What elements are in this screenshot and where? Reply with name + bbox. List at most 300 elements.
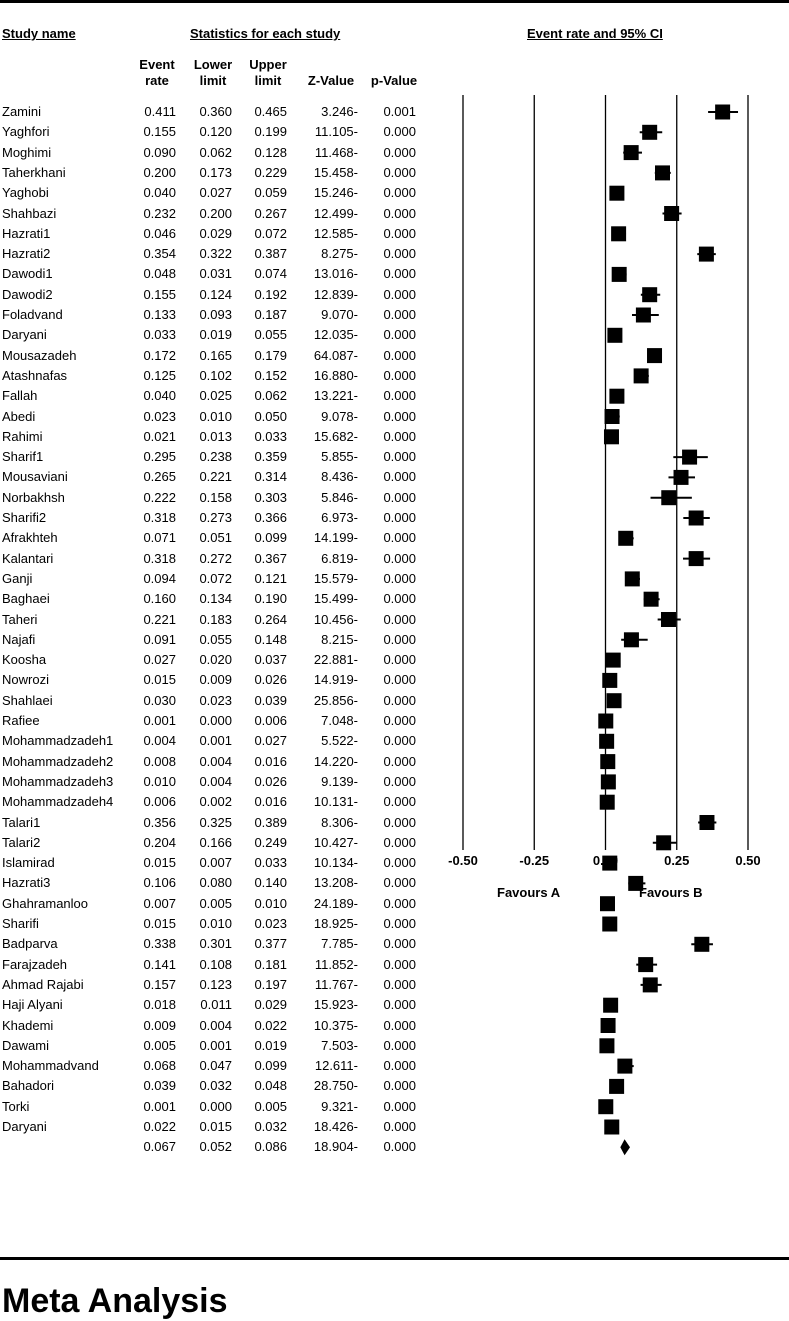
- lower-limit-cell: 0.165: [199, 348, 232, 363]
- study-marker: [598, 714, 613, 729]
- p-value-cell: 0.001: [383, 104, 416, 119]
- lower-limit-cell: 0.102: [199, 368, 232, 383]
- event-rate-header-line1: Event: [139, 57, 175, 72]
- study-marker: [689, 551, 704, 566]
- lower-limit-cell: 0.080: [199, 875, 232, 890]
- lower-limit-cell: 0.360: [199, 104, 232, 119]
- upper-limit-cell: 0.367: [254, 551, 287, 566]
- p-value-cell: 0.000: [383, 794, 416, 809]
- upper-limit-cell: 0.059: [254, 185, 287, 200]
- lower-limit-cell: 0.010: [199, 916, 232, 931]
- event-rate-cell: 0.040: [143, 185, 176, 200]
- lower-limit-cell: 0.027: [199, 185, 232, 200]
- study-name-cell: Hazrati2: [2, 246, 51, 261]
- p-value-cell: 0.000: [383, 896, 416, 911]
- z-value-cell: 11.105-: [314, 124, 358, 139]
- p-value-cell: 0.000: [383, 551, 416, 566]
- z-value-cell: 9.139-: [321, 774, 358, 789]
- p-value-cell: 0.000: [383, 916, 416, 931]
- p-value-cell: 0.000: [383, 875, 416, 890]
- upper-limit-cell: 0.187: [254, 307, 287, 322]
- bottom-rule: [0, 1257, 789, 1260]
- event-rate-cell: 0.071: [143, 530, 176, 545]
- z-value-cell: 13.208-: [313, 875, 358, 890]
- lower-limit-cell: 0.004: [199, 754, 232, 769]
- event-rate-cell: 0.001: [143, 1099, 176, 1114]
- z-value-cell: 10.427-: [313, 835, 358, 850]
- lower-limit-cell: 0.238: [199, 449, 232, 464]
- p-value-cell: 0.000: [383, 1119, 416, 1134]
- lower-limit-cell: 0.093: [199, 307, 232, 322]
- upper-limit-cell: 0.121: [254, 571, 287, 586]
- study-marker: [699, 247, 714, 262]
- event-rate-cell: 0.090: [143, 145, 176, 160]
- study-marker: [682, 450, 697, 465]
- z-value-cell: 15.682-: [313, 429, 358, 444]
- event-rate-cell: 0.221: [143, 612, 176, 627]
- p-value-cell: 0.000: [383, 1018, 416, 1033]
- study-name-cell: Shahlaei: [2, 693, 53, 708]
- event-rate-cell: 0.008: [143, 754, 176, 769]
- event-rate-cell: 0.040: [143, 388, 176, 403]
- z-value-cell: 16.880-: [313, 368, 358, 383]
- lower-limit-cell: 0.001: [199, 733, 232, 748]
- z-value-cell: 6.973-: [321, 510, 358, 525]
- study-marker: [661, 612, 676, 627]
- p-value-cell: 0.000: [383, 997, 416, 1012]
- z-value-cell: 7.048-: [321, 713, 358, 728]
- p-value-cell: 0.000: [383, 429, 416, 444]
- lower-limit-cell: 0.055: [199, 632, 232, 647]
- upper-limit-cell: 0.026: [254, 672, 287, 687]
- study-marker: [612, 267, 627, 282]
- p-value-cell: 0.000: [383, 185, 416, 200]
- upper-limit-cell: 0.055: [254, 327, 287, 342]
- p-value-cell: 0.000: [383, 348, 416, 363]
- summary-lower-limit-cell: 0.052: [199, 1139, 232, 1154]
- p-value-cell: 0.000: [383, 287, 416, 302]
- p-value-cell: 0.000: [383, 713, 416, 728]
- study-name-cell: Daryani: [2, 327, 47, 342]
- z-value-cell: 10.375-: [313, 1018, 358, 1033]
- study-name-cell: Torki: [2, 1099, 30, 1114]
- lower-limit-cell: 0.301: [199, 936, 232, 951]
- p-value-cell: 0.000: [383, 124, 416, 139]
- z-value-cell: 12.585-: [313, 226, 358, 241]
- event-rate-cell: 0.204: [143, 835, 176, 850]
- event-rate-cell: 0.009: [143, 1018, 176, 1033]
- study-marker: [600, 795, 615, 810]
- lower-limit-cell: 0.009: [199, 672, 232, 687]
- study-name-cell: Ghahramanloo: [2, 896, 88, 911]
- z-value-cell: 14.199-: [313, 530, 358, 545]
- p-value-cell: 0.000: [383, 165, 416, 180]
- study-marker: [655, 165, 670, 180]
- lower-limit-cell: 0.001: [199, 1038, 232, 1053]
- study-name-cell: Farajzadeh: [2, 957, 68, 972]
- p-value-cell: 0.000: [383, 469, 416, 484]
- z-value-cell: 8.215-: [321, 632, 358, 647]
- p-value-cell: 0.000: [383, 774, 416, 789]
- lower-limit-cell: 0.000: [199, 713, 232, 728]
- z-value-header: Z-Value: [307, 73, 355, 88]
- z-value-cell: 18.426-: [313, 1119, 358, 1134]
- upper-limit-cell: 0.039: [254, 693, 287, 708]
- upper-limit-cell: 0.199: [254, 124, 287, 139]
- p-value-cell: 0.000: [383, 409, 416, 424]
- study-name-cell: Yaghobi: [2, 185, 49, 200]
- lower-limit-cell: 0.325: [199, 815, 232, 830]
- upper-limit-cell: 0.303: [254, 490, 287, 505]
- z-value-cell: 15.579-: [313, 571, 358, 586]
- p-value-cell: 0.000: [383, 226, 416, 241]
- p-value-cell: 0.000: [383, 571, 416, 586]
- p-value-cell: 0.000: [383, 327, 416, 342]
- upper-limit-cell: 0.006: [254, 713, 287, 728]
- upper-limit-cell: 0.389: [254, 815, 287, 830]
- p-value-cell: 0.000: [383, 1038, 416, 1053]
- study-name-cell: Mohammadzadeh1: [2, 733, 114, 748]
- lower-limit-cell: 0.000: [199, 1099, 232, 1114]
- p-value-cell: 0.000: [383, 957, 416, 972]
- study-name-cell: Taherkhani: [2, 165, 66, 180]
- study-marker: [638, 957, 653, 972]
- study-name-cell: Yaghfori: [2, 124, 50, 139]
- event-rate-cell: 0.015: [143, 855, 176, 870]
- z-value-cell: 11.852-: [314, 957, 358, 972]
- event-rate-cell: 0.094: [143, 571, 176, 586]
- study-marker: [642, 125, 657, 140]
- study-name-cell: Norbakhsh: [2, 490, 65, 505]
- lower-limit-cell: 0.019: [199, 327, 232, 342]
- event-rate-cell: 0.023: [143, 409, 176, 424]
- p-value-cell: 0.000: [383, 206, 416, 221]
- lower-limit-cell: 0.004: [199, 774, 232, 789]
- event-rate-cell: 0.046: [143, 226, 176, 241]
- study-name-cell: Koosha: [2, 652, 47, 667]
- x-tick-label: 0.25: [664, 853, 690, 868]
- z-value-cell: 12.035-: [313, 327, 358, 342]
- study-marker: [606, 653, 621, 668]
- plot-header: Event rate and 95% CI: [527, 26, 663, 41]
- z-value-cell: 8.306-: [321, 815, 358, 830]
- study-name-cell: Mohammadzadeh4: [2, 794, 114, 809]
- upper-limit-cell: 0.016: [254, 754, 287, 769]
- z-value-cell: 10.134-: [313, 855, 358, 870]
- study-marker: [624, 632, 639, 647]
- study-name-cell: Mohammadvand: [2, 1058, 99, 1073]
- upper-limit-cell: 0.099: [254, 530, 287, 545]
- upper-limit-cell: 0.019: [254, 1038, 287, 1053]
- study-marker: [609, 186, 624, 201]
- p-value-header: p-Value: [370, 73, 418, 88]
- upper-limit-cell: 0.072: [254, 226, 287, 241]
- z-value-cell: 22.881-: [313, 652, 358, 667]
- lower-limit-cell: 0.108: [199, 957, 232, 972]
- study-name-cell: Ahmad Rajabi: [2, 977, 84, 992]
- upper-limit-cell: 0.037: [254, 652, 287, 667]
- lower-limit-cell: 0.002: [199, 794, 232, 809]
- study-marker: [599, 1038, 614, 1053]
- event-rate-cell: 0.354: [143, 246, 176, 261]
- z-value-cell: 15.499-: [313, 591, 358, 606]
- lower-limit-cell: 0.173: [199, 165, 232, 180]
- study-name-cell: Badparva: [2, 936, 58, 951]
- z-value-cell: 9.321-: [321, 1099, 358, 1114]
- p-value-cell: 0.000: [383, 246, 416, 261]
- p-value-cell: 0.000: [383, 1058, 416, 1073]
- z-value-cell: 12.499-: [313, 206, 358, 221]
- event-rate-cell: 0.125: [143, 368, 176, 383]
- study-marker: [602, 917, 617, 932]
- study-marker: [609, 389, 624, 404]
- lower-limit-cell: 0.273: [199, 510, 232, 525]
- study-name-cell: Foladvand: [2, 307, 63, 322]
- upper-limit-cell: 0.387: [254, 246, 287, 261]
- p-value-cell: 0.000: [383, 510, 416, 525]
- favours-a-label: Favours A: [497, 885, 561, 900]
- upper-limit-cell: 0.016: [254, 794, 287, 809]
- event-rate-cell: 0.091: [143, 632, 176, 647]
- upper-limit-cell: 0.249: [254, 835, 287, 850]
- study-name-cell: Sharif1: [2, 449, 44, 464]
- z-value-cell: 5.846-: [321, 490, 358, 505]
- event-rate-cell: 0.006: [143, 794, 176, 809]
- study-marker: [624, 145, 639, 160]
- study-marker: [601, 774, 616, 789]
- study-name-cell: Shahbazi: [2, 206, 57, 221]
- upper-limit-cell: 0.264: [254, 612, 287, 627]
- lower-limit-cell: 0.200: [199, 206, 232, 221]
- study-name-cell: Afrakhteh: [2, 530, 58, 545]
- event-rate-cell: 0.001: [143, 713, 176, 728]
- lower-limit-cell: 0.025: [199, 388, 232, 403]
- study-name-cell: Nowrozi: [2, 672, 49, 687]
- study-name-cell: Mohammadzadeh2: [2, 754, 114, 769]
- event-rate-cell: 0.318: [143, 551, 176, 566]
- study-name-cell: Haji Alyani: [2, 997, 63, 1012]
- event-rate-cell: 0.172: [143, 348, 176, 363]
- event-rate-cell: 0.004: [143, 733, 176, 748]
- lower-limit-cell: 0.062: [199, 145, 232, 160]
- upper-limit-cell: 0.023: [254, 916, 287, 931]
- event-rate-cell: 0.039: [143, 1078, 176, 1093]
- upper-limit-cell: 0.366: [254, 510, 287, 525]
- upper-limit-cell: 0.029: [254, 997, 287, 1012]
- event-rate-cell: 0.155: [143, 124, 176, 139]
- study-marker: [647, 348, 662, 363]
- p-value-cell: 0.000: [383, 672, 416, 687]
- summary-p-value-cell: 0.000: [383, 1139, 416, 1154]
- lower-limit-cell: 0.123: [199, 977, 232, 992]
- upper-limit-cell: 0.152: [254, 368, 287, 383]
- upper-limit-cell: 0.128: [254, 145, 287, 160]
- study-marker: [609, 1079, 624, 1094]
- study-marker: [643, 977, 658, 992]
- study-marker: [664, 206, 679, 221]
- study-name-cell: Hazrati3: [2, 875, 51, 890]
- study-marker: [634, 368, 649, 383]
- z-value-cell: 13.016-: [313, 266, 358, 281]
- lower-limit-cell: 0.051: [199, 530, 232, 545]
- study-name-cell: Mousazadeh: [2, 348, 77, 363]
- lower-limit-cell: 0.272: [199, 551, 232, 566]
- z-value-cell: 7.503-: [321, 1038, 358, 1053]
- upper-limit-cell: 0.359: [254, 449, 287, 464]
- study-marker: [601, 1018, 616, 1033]
- p-value-cell: 0.000: [383, 652, 416, 667]
- upper-limit-cell: 0.050: [254, 409, 287, 424]
- event-rate-cell: 0.048: [143, 266, 176, 281]
- upper-limit-cell: 0.192: [254, 287, 287, 302]
- study-name-cell: Dawami: [2, 1038, 49, 1053]
- p-value-cell: 0.000: [383, 815, 416, 830]
- upper-limit-cell: 0.062: [254, 388, 287, 403]
- upper-limit-cell: 0.074: [254, 266, 287, 281]
- study-marker: [636, 308, 651, 323]
- p-value-cell: 0.000: [383, 388, 416, 403]
- event-rate-cell: 0.018: [143, 997, 176, 1012]
- upper-limit-header-line2: limit: [254, 73, 282, 88]
- event-rate-cell: 0.155: [143, 287, 176, 302]
- event-rate-cell: 0.356: [143, 815, 176, 830]
- event-rate-cell: 0.411: [144, 104, 176, 119]
- p-value-cell: 0.000: [383, 307, 416, 322]
- lower-limit-cell: 0.134: [199, 591, 232, 606]
- study-marker: [600, 896, 615, 911]
- upper-limit-cell: 0.148: [254, 632, 287, 647]
- upper-limit-cell: 0.033: [254, 429, 287, 444]
- study-name-cell: Atashnafas: [2, 368, 68, 383]
- event-rate-cell: 0.133: [143, 307, 176, 322]
- summary-z-value-cell: 18.904-: [313, 1139, 358, 1154]
- z-value-cell: 10.131-: [313, 794, 358, 809]
- study-marker: [656, 835, 671, 850]
- z-value-cell: 9.078-: [321, 409, 358, 424]
- lower-limit-cell: 0.010: [199, 409, 232, 424]
- upper-limit-cell: 0.190: [254, 591, 287, 606]
- study-name-cell: Zamini: [2, 104, 42, 119]
- z-value-cell: 25.856-: [313, 693, 358, 708]
- event-rate-cell: 0.265: [143, 469, 176, 484]
- p-value-cell: 0.000: [383, 530, 416, 545]
- z-value-cell: 14.220-: [313, 754, 358, 769]
- p-value-cell: 0.000: [383, 368, 416, 383]
- z-value-cell: 18.925-: [313, 916, 358, 931]
- study-marker: [674, 470, 689, 485]
- z-value-cell: 5.855-: [321, 449, 358, 464]
- p-value-cell: 0.000: [383, 977, 416, 992]
- study-name-cell: Najafi: [2, 632, 36, 647]
- x-tick-label: 0.00: [592, 853, 619, 868]
- lower-limit-cell: 0.322: [199, 246, 232, 261]
- study-name-cell: Fallah: [2, 388, 38, 403]
- lower-limit-header-line1: Lower: [193, 57, 233, 72]
- study-marker: [602, 673, 617, 688]
- study-name-cell: Hazrati1: [2, 226, 51, 241]
- z-value-cell: 11.767-: [314, 977, 358, 992]
- study-name-cell: Talari2: [2, 835, 41, 850]
- page-title: Meta Analysis: [2, 1282, 228, 1320]
- upper-limit-cell: 0.140: [254, 875, 287, 890]
- upper-limit-cell: 0.032: [254, 1119, 287, 1134]
- event-rate-cell: 0.318: [143, 510, 176, 525]
- p-value-cell: 0.000: [383, 591, 416, 606]
- lower-limit-cell: 0.124: [199, 287, 232, 302]
- study-name-cell: Sharifi: [2, 916, 39, 931]
- study-name-cell: Kalantari: [2, 551, 54, 566]
- summary-upper-limit-cell: 0.086: [254, 1139, 287, 1154]
- statistics-header: Statistics for each study: [190, 26, 341, 41]
- z-value-cell: 6.819-: [321, 551, 358, 566]
- study-name-cell: Ganji: [2, 571, 33, 586]
- event-rate-cell: 0.222: [143, 490, 176, 505]
- event-rate-header-line2: rate: [145, 73, 169, 88]
- upper-limit-cell: 0.179: [254, 348, 287, 363]
- event-rate-cell: 0.295: [143, 449, 176, 464]
- event-rate-cell: 0.005: [143, 1038, 176, 1053]
- p-value-cell: 0.000: [383, 855, 416, 870]
- upper-limit-cell: 0.027: [254, 733, 287, 748]
- study-name-header: Study name: [2, 26, 76, 41]
- p-value-cell: 0.000: [383, 835, 416, 850]
- lower-limit-cell: 0.221: [199, 469, 232, 484]
- x-tick-label: -0.25: [519, 853, 550, 868]
- event-rate-cell: 0.015: [143, 672, 176, 687]
- study-marker: [604, 1120, 619, 1135]
- p-value-cell: 0.000: [383, 936, 416, 951]
- z-value-cell: 14.919-: [313, 672, 358, 687]
- upper-limit-cell: 0.377: [254, 936, 287, 951]
- study-name-cell: Mohammadzadeh3: [2, 774, 114, 789]
- event-rate-cell: 0.007: [143, 896, 176, 911]
- study-marker: [598, 1099, 613, 1114]
- lower-limit-cell: 0.047: [199, 1058, 232, 1073]
- p-value-cell: 0.000: [383, 632, 416, 647]
- study-marker: [661, 490, 676, 505]
- study-marker: [603, 998, 618, 1013]
- study-name-cell: Sharifi2: [2, 510, 47, 525]
- upper-limit-cell: 0.010: [254, 896, 287, 911]
- summary-event-rate-cell: 0.067: [143, 1139, 176, 1154]
- z-value-cell: 64.087-: [313, 348, 358, 363]
- upper-limit-cell: 0.465: [254, 104, 287, 119]
- study-name-cell: Taheri: [2, 612, 38, 627]
- event-rate-cell: 0.106: [143, 875, 176, 890]
- study-marker: [600, 754, 615, 769]
- study-name-cell: Rahimi: [2, 429, 43, 444]
- lower-limit-cell: 0.013: [199, 429, 232, 444]
- study-marker: [618, 531, 633, 546]
- event-rate-cell: 0.160: [143, 591, 176, 606]
- study-marker: [644, 592, 659, 607]
- z-value-cell: 3.246-: [321, 104, 358, 119]
- z-value-cell: 13.221-: [313, 388, 358, 403]
- study-marker: [642, 287, 657, 302]
- lower-limit-cell: 0.120: [199, 124, 232, 139]
- z-value-cell: 8.436-: [321, 469, 358, 484]
- event-rate-cell: 0.232: [143, 206, 176, 221]
- z-value-cell: 15.246-: [313, 185, 358, 200]
- z-value-cell: 5.522-: [321, 733, 358, 748]
- study-marker: [605, 409, 620, 424]
- lower-limit-cell: 0.020: [199, 652, 232, 667]
- lower-limit-cell: 0.015: [199, 1119, 232, 1134]
- lower-limit-cell: 0.023: [199, 693, 232, 708]
- study-marker: [689, 511, 704, 526]
- lower-limit-cell: 0.158: [199, 490, 232, 505]
- z-value-cell: 12.839-: [313, 287, 358, 302]
